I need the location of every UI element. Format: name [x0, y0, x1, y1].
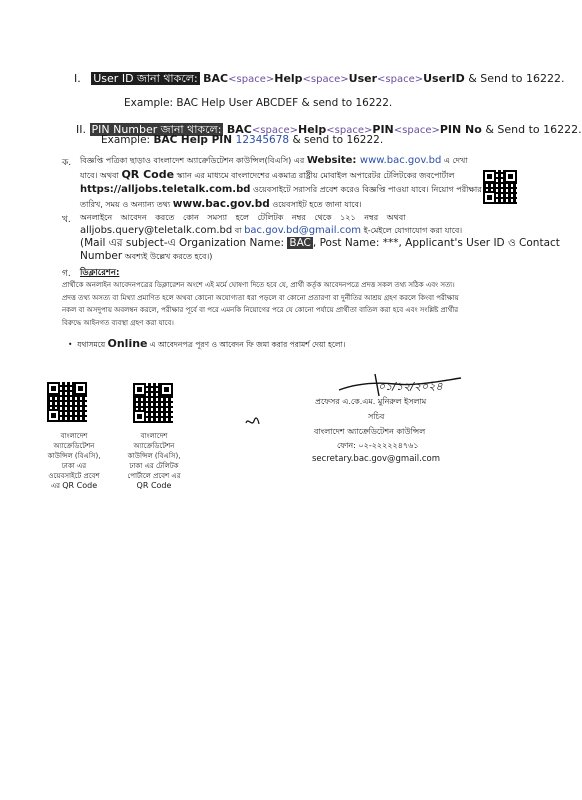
sms-pin-no: PIN No: [439, 123, 482, 136]
k-bac-link[interactable]: www.bac.gov.bd: [172, 198, 270, 210]
qr1-l5: ওয়েবসাইটে প্রবেশ: [48, 472, 100, 480]
qr2-caption: [114, 431, 194, 491]
kh-text4b: অবশ্যই উল্লেখ করতে হবে।): [122, 252, 213, 261]
qr2-l1: বাংলাদেশ: [140, 432, 168, 440]
para-k-label: ক.: [62, 158, 72, 168]
sms-userid: UserID: [423, 72, 465, 85]
initial-mark-icon: [244, 415, 260, 429]
signatory-name: প্রফেসর এ.কে.এম. মুনিরুল ইসলাম: [315, 397, 427, 406]
sms-pin: PIN: [372, 123, 394, 136]
example-tail: & send to 16222.: [289, 134, 384, 146]
qr2-l4: ঢাকা এর টেলিটক: [129, 462, 179, 470]
para-g: [62, 279, 522, 329]
para-g-line3: নকল বা অসদুপায় অবলম্বন করলে, পরীক্ষার পূর্বে বা পরে এমনকি নিয়োগের পরে যে কোনো পর্যায়ে প্রার্থীতা বাতিল করা হবে এবং সংশ্লিষ্ট প্রার্থীর: [62, 306, 459, 314]
para-k-line4: [80, 197, 480, 212]
k-text4a: তারিখ, সময় ও অন্যান্য তথ্য: [80, 200, 173, 209]
space-token: <space>: [251, 125, 298, 136]
sms-help: Help: [274, 72, 303, 85]
para-g-line1: প্রার্থীকে অনলাইন আবেদনপত্রের ডিক্লারেশন অংশে এই মর্মে ঘোষণা দিতে হবে যে, প্রার্থী কর্তৃক আবেদনপত্রে প্রদত্ত সকল তথ্য সঠিক এবং সত্য।: [62, 281, 455, 289]
k-text4c: ওয়েবসাইট হতে জানা যাবে।: [269, 200, 362, 209]
k-website-link[interactable]: www.bac.gov.bd: [359, 155, 442, 166]
item-number: II.: [76, 123, 86, 136]
para-g-line4: বিরুদ্ধে আইনগত ব্যবস্থা গ্রহণ করা যাবে।: [62, 318, 174, 327]
kh-bac-email[interactable]: bac.gov.bd@gmail.com: [244, 225, 362, 236]
kh-post-name: , Post Name: ***, Applicant's User ID ও Contact: [312, 237, 560, 249]
bac-website-qr-icon: [47, 382, 87, 422]
para-k-line2: [80, 168, 480, 183]
signatory-phone: ফোন: ০২-২২২২২৪৭৬১: [337, 441, 419, 450]
example-label: Example:: [101, 134, 154, 146]
space-token: <space>: [326, 125, 373, 136]
k-qr-code: QR Code: [121, 168, 175, 181]
bullet-dot: •: [68, 340, 78, 349]
qr1-l3: কাউন্সিল (বিএসি),: [47, 452, 101, 460]
bullet-a: যথাসময়ে: [77, 340, 108, 349]
bullet-online: Online: [107, 337, 148, 350]
k-text2c: স্ক্যান এর মাধ্যমে বাংলাদেশের একমাত্র রাষ্ট্রীয় মোবাইল অপারেটর টেলিটকের জবপোর্টাল: [174, 171, 455, 180]
para-k: [80, 154, 480, 212]
k-website-label: Website:: [306, 155, 360, 166]
k-text1: বিজ্ঞপ্তি পত্রিকা ছাড়াও বাংলাদেশ অ্যাক্রেডিটেশন কাউন্সিল(বিএসি) এর: [80, 156, 307, 165]
qr1-l6b: QR Code: [62, 481, 98, 490]
kh-number: Number: [80, 250, 123, 262]
qr1-l2: অ্যাক্রেডিটেশন: [53, 442, 95, 450]
kh-bac-highlight: BAC: [289, 237, 311, 249]
para-g-label: গ.: [62, 269, 71, 279]
qr-code-icon: [483, 170, 517, 204]
space-token: <space>: [228, 74, 275, 85]
space-token: <space>: [393, 125, 440, 136]
para-g-line2: প্রদত্ত তথ্য অসত্য বা মিথ্যা প্রমাণিত হলে অথবা কোনো অযোগ্যতা ধরা পড়লে বা কোনো প্রতারণা বা দুর্নীতির আশ্রয় গ্রহণ করলে কিংবা পরীক্ষায়: [62, 293, 459, 302]
para-kh-line2: [80, 224, 520, 237]
kh-or: বা: [232, 226, 245, 235]
example-cmd: BAC Help PIN: [153, 134, 236, 146]
kh-mail-subject: (Mail এর subject-এ Organization Name:: [80, 237, 288, 249]
signatory-org: বাংলাদেশ অ্যাক্রেডিটেশন কাউন্সিল: [314, 427, 426, 436]
qr2-l5: পোর্টালে প্রবেশ এর: [127, 472, 181, 480]
advice-bullet: [68, 337, 345, 352]
bullet-c: এ আবেদনপত্র পূরণ ও আবেদন ফি জমা করার পরামর্শ দেয়া হলো।: [147, 340, 346, 349]
signatory-email[interactable]: secretary.bac.gov@gmail.com: [312, 454, 440, 464]
instruction-user-id: [74, 70, 565, 89]
para-kh-line3: [80, 237, 560, 250]
para-kh: [80, 211, 560, 263]
kh-query-email[interactable]: alljobs.query@teletalk.com.bd: [80, 225, 233, 236]
sms-bac: BAC: [203, 72, 229, 85]
para-kh-label: খ.: [62, 215, 71, 225]
qr1-caption: [34, 431, 114, 491]
para-g-heading: ডিক্লারেশন:: [80, 268, 120, 278]
teletalk-portal-qr-icon: [133, 383, 173, 423]
example-user-id: Example: BAC Help User ABCDEF & send to 16222.: [124, 97, 393, 109]
example-pin-value: 12345678: [235, 134, 290, 146]
sms-user: User: [348, 72, 378, 85]
qr1-l6: [34, 481, 114, 491]
space-token: <space>: [302, 74, 349, 85]
qr1-l4: ঢাকা এর: [61, 462, 87, 470]
qr2-l2: অ্যাক্রেডিটেশন: [133, 442, 175, 450]
item-number: I.: [74, 72, 81, 85]
k-text3b: ওয়েবসাইটে সরাসরি প্রবেশ করেও বিজ্ঞপ্তি পাওয়া যাবে। নিয়োগ পরীক্ষার: [250, 185, 482, 194]
para-kh-line1: অনলাইনে আবেদন করতে কোন সমস্যা হলে টেলিটক নম্বর থেকে ১২১ নম্বর অথবা: [80, 213, 406, 222]
kh-text2d: ই-মেইলে যোগাযোগ করা যাবে।: [361, 226, 463, 235]
sms-bac: BAC: [226, 123, 252, 136]
para-k-line3: [80, 183, 480, 197]
qr1-l1: বাংলাদেশ: [60, 432, 88, 440]
send-to: & Send to 16222.: [464, 72, 565, 85]
space-token: <space>: [377, 74, 424, 85]
pin-highlight: PIN Number জানা থাকলে:: [91, 123, 222, 136]
para-k-line1: [80, 154, 480, 168]
k-text2a: যাবে। অথবা: [80, 171, 122, 180]
example-pin: [101, 134, 383, 146]
signatory-title: সচিব: [368, 412, 385, 421]
sms-help: Help: [297, 123, 327, 136]
para-kh-line4: [80, 250, 520, 263]
send-to: & Send to 16222.: [481, 123, 582, 136]
qr2-l3: কাউন্সিল (বিএসি),: [127, 452, 181, 460]
k-alljobs-link[interactable]: https://alljobs.teletalk.com.bd: [80, 184, 251, 195]
signature-date: ০১/১২/২০২৪: [378, 380, 443, 393]
k-text1d: এ দেখা: [441, 156, 468, 165]
qr2-l6: QR Code: [136, 481, 172, 490]
qr1-l6a: এর: [50, 482, 63, 490]
user-id-highlight: User ID জানা থাকলে:: [93, 72, 198, 85]
